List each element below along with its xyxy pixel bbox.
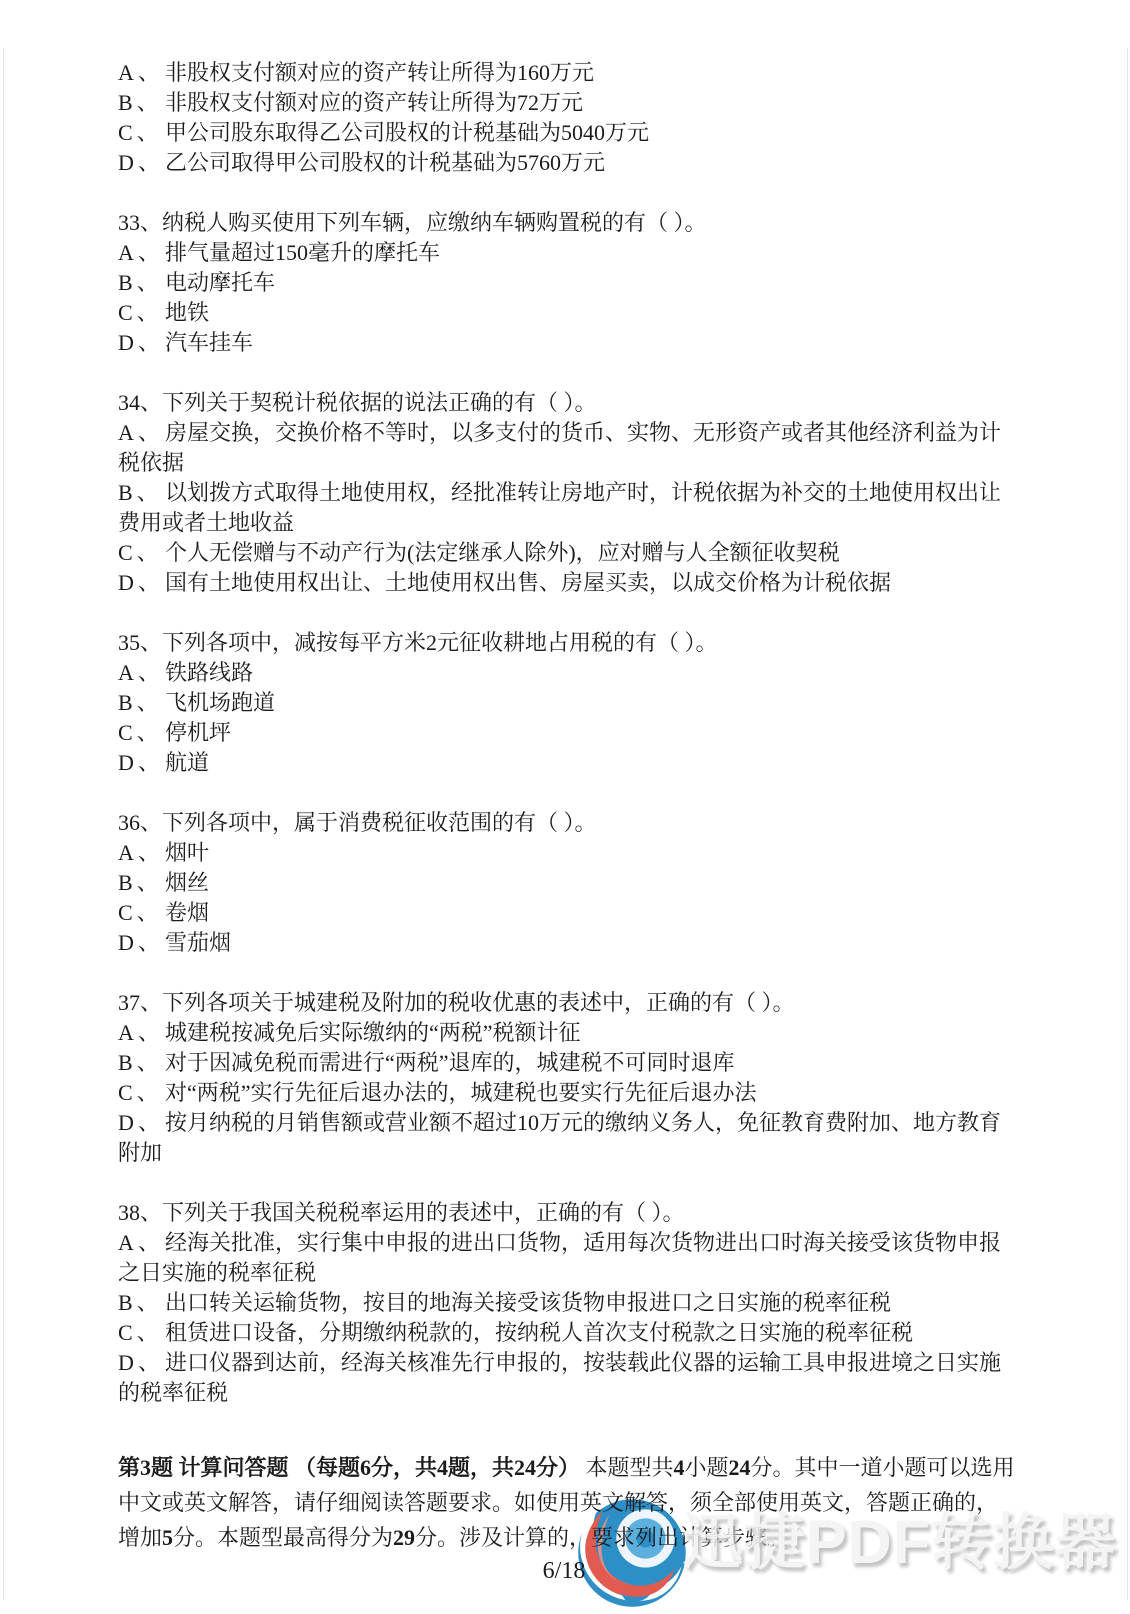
option-line (118, 1108, 1010, 1168)
option-label: B、 (118, 90, 163, 115)
question-stem (118, 1198, 1010, 1228)
option-line (118, 238, 1010, 268)
option-text: 以划拨方式取得土地使用权，经批准转让房地产时，计税依据为补交的土地使用权出让费用或者土地收益 (118, 480, 1002, 535)
option-label: B、 (118, 480, 163, 505)
question-number: 37、 (118, 990, 163, 1015)
option-text: 个人无偿赠与不动产行为(法定继承人除外)，应对赠与人全额征收契税 (165, 540, 840, 565)
option-label: A、 (118, 1230, 164, 1255)
option-label: B、 (118, 1290, 163, 1315)
option-text: 电动摩托车 (165, 270, 276, 295)
option-label: B、 (118, 270, 163, 295)
carryover-options-block (118, 58, 1010, 178)
option-label: B、 (118, 870, 163, 895)
option-label: B、 (118, 1050, 163, 1075)
option-line (118, 718, 1010, 748)
option-text: 航道 (165, 750, 210, 775)
option-label: C、 (118, 300, 163, 325)
page-left-edge (3, 48, 4, 1600)
question-stem-text: 下列各项中，属于消费税征收范围的有（ ）。 (162, 810, 597, 835)
question-number: 33、 (118, 210, 163, 235)
option-line (118, 688, 1010, 718)
question-stem (118, 628, 1010, 658)
option-text: 国有土地使用权出让、土地使用权出售、房屋买卖，以成交价格为计税依据 (165, 570, 892, 595)
question-stem (118, 988, 1010, 1018)
option-label: C、 (118, 1080, 163, 1105)
option-text: 经海关批准，实行集中申报的进出口货物，适用每次货物进出口时海关接受该货物申报之日实施的税率征税 (118, 1230, 1002, 1285)
option-label: D、 (118, 330, 164, 355)
question-38 (118, 1198, 1010, 1408)
section-3-instructions: 第3题 计算问答题 （每题6分，共4题，共24分） 本题型共4小题24分。其中一道小题可以选用中文或英文解答，请仔细阅读答题要求。如使用英文解答，须全部使用英文，答题正确的，增加5分。本题型最高得分为29分。涉及计算的，要求列出计算步骤。 (118, 1455, 1015, 1550)
question-33 (118, 208, 1010, 358)
page-right-edge (1127, 48, 1128, 1600)
option-line (118, 838, 1010, 868)
option-label: A、 (118, 840, 164, 865)
option-label: A、 (118, 60, 164, 85)
option-line (118, 328, 1010, 358)
option-line (118, 1348, 1010, 1408)
option-label: D、 (118, 930, 164, 955)
question-34 (118, 388, 1010, 598)
question-stem (118, 388, 1010, 418)
question-stem (118, 208, 1010, 238)
option-text: 出口转关运输货物，按目的地海关接受该货物申报进口之日实施的税率征税 (165, 1290, 892, 1315)
option-text: 进口仪器到达前，经海关核准先行申报的，按装载此仪器的运输工具申报进境之日实施的税率征税 (118, 1350, 1002, 1405)
option-label: A、 (118, 420, 164, 445)
question-stem (118, 808, 1010, 838)
option-line (118, 568, 1010, 598)
option-line (118, 118, 1010, 148)
question-stem-text: 下列关于我国关税税率运用的表述中，正确的有（ ）。 (162, 1200, 685, 1225)
option-line (118, 298, 1010, 328)
option-line (118, 898, 1010, 928)
option-line (118, 418, 1010, 478)
pdf-converter-watermark-text: 迅捷PDF转换器 (682, 1508, 1118, 1576)
option-line (118, 268, 1010, 298)
question-stem-text: 下列各项中，减按每平方米2元征收耕地占用税的有（ ）。 (162, 630, 718, 655)
question-number: 38、 (118, 1200, 163, 1225)
option-label: D、 (118, 150, 164, 175)
option-line (118, 148, 1010, 178)
question-35 (118, 628, 1010, 778)
option-text: 烟叶 (165, 840, 210, 865)
option-line (118, 538, 1010, 568)
option-line (118, 58, 1010, 88)
option-label: C、 (118, 540, 163, 565)
page-number: 6/18 (542, 1558, 586, 1584)
option-line (118, 1288, 1010, 1318)
question-stem-text: 下列关于契税计税依据的说法正确的有（ ）。 (162, 390, 597, 415)
option-text: 非股权支付额对应的资产转让所得为72万元 (165, 90, 584, 115)
option-text: 甲公司股东取得乙公司股权的计税基础为5040万元 (165, 120, 650, 145)
option-line (118, 928, 1010, 958)
option-text: 地铁 (165, 300, 210, 325)
option-text: 卷烟 (165, 900, 210, 925)
option-label: A、 (118, 1020, 164, 1045)
option-line (118, 868, 1010, 898)
option-line (118, 1078, 1010, 1108)
option-text: 非股权支付额对应的资产转让所得为160万元 (165, 60, 595, 85)
option-text: 铁路线路 (165, 660, 254, 685)
option-text: 乙公司取得甲公司股权的计税基础为5760万元 (165, 150, 606, 175)
option-text: 房屋交换，交换价格不等时，以多支付的货币、实物、无形资产或者其他经济利益为计税依据 (118, 420, 1002, 475)
option-text: 按月纳税的月销售额或营业额不超过10万元的缴纳义务人，免征教育费附加、地方教育附加 (118, 1110, 1002, 1165)
option-text: 汽车挂车 (165, 330, 254, 355)
option-label: A、 (118, 660, 164, 685)
option-label: D、 (118, 1350, 164, 1375)
option-text: 雪茄烟 (165, 930, 232, 955)
option-text: 对“两税”实行先征后退办法的，城建税也要实行先征后退办法 (165, 1080, 757, 1105)
option-line (118, 478, 1010, 538)
option-text: 对于因减免税而需进行“两税”退库的，城建税不可同时退库 (165, 1050, 735, 1075)
option-line (118, 1228, 1010, 1288)
question-stem-text: 下列各项关于城建税及附加的税收优惠的表述中，正确的有（ ）。 (162, 990, 795, 1015)
option-label: B、 (118, 690, 163, 715)
question-37 (118, 988, 1010, 1168)
option-label: C、 (118, 1320, 163, 1345)
question-stem-text: 纳税人购买使用下列车辆，应缴纳车辆购置税的有（ ）。 (162, 210, 707, 235)
option-line (118, 88, 1010, 118)
question-36 (118, 808, 1010, 958)
question-number: 34、 (118, 390, 163, 415)
option-line (118, 658, 1010, 688)
option-label: C、 (118, 900, 163, 925)
question-number: 36、 (118, 810, 163, 835)
option-label: D、 (118, 1110, 164, 1135)
option-label: A、 (118, 240, 164, 265)
exam-page-content (118, 58, 1015, 1585)
option-label: D、 (118, 570, 164, 595)
option-text: 烟丝 (165, 870, 210, 895)
option-line (118, 1018, 1010, 1048)
option-line (118, 1318, 1010, 1348)
option-text: 排气量超过150毫升的摩托车 (165, 240, 441, 265)
option-label: D、 (118, 750, 164, 775)
option-text: 租赁进口设备，分期缴纳税款的，按纳税人首次支付税款之日实施的税率征税 (165, 1320, 914, 1345)
option-line (118, 1048, 1010, 1078)
option-text: 飞机场跑道 (165, 690, 276, 715)
option-line (118, 748, 1010, 778)
question-number: 35、 (118, 630, 163, 655)
option-label: C、 (118, 720, 163, 745)
option-text: 停机坪 (165, 720, 232, 745)
option-label: C、 (118, 120, 163, 145)
option-text: 城建税按减免后实际缴纳的“两税”税额计征 (165, 1020, 581, 1045)
